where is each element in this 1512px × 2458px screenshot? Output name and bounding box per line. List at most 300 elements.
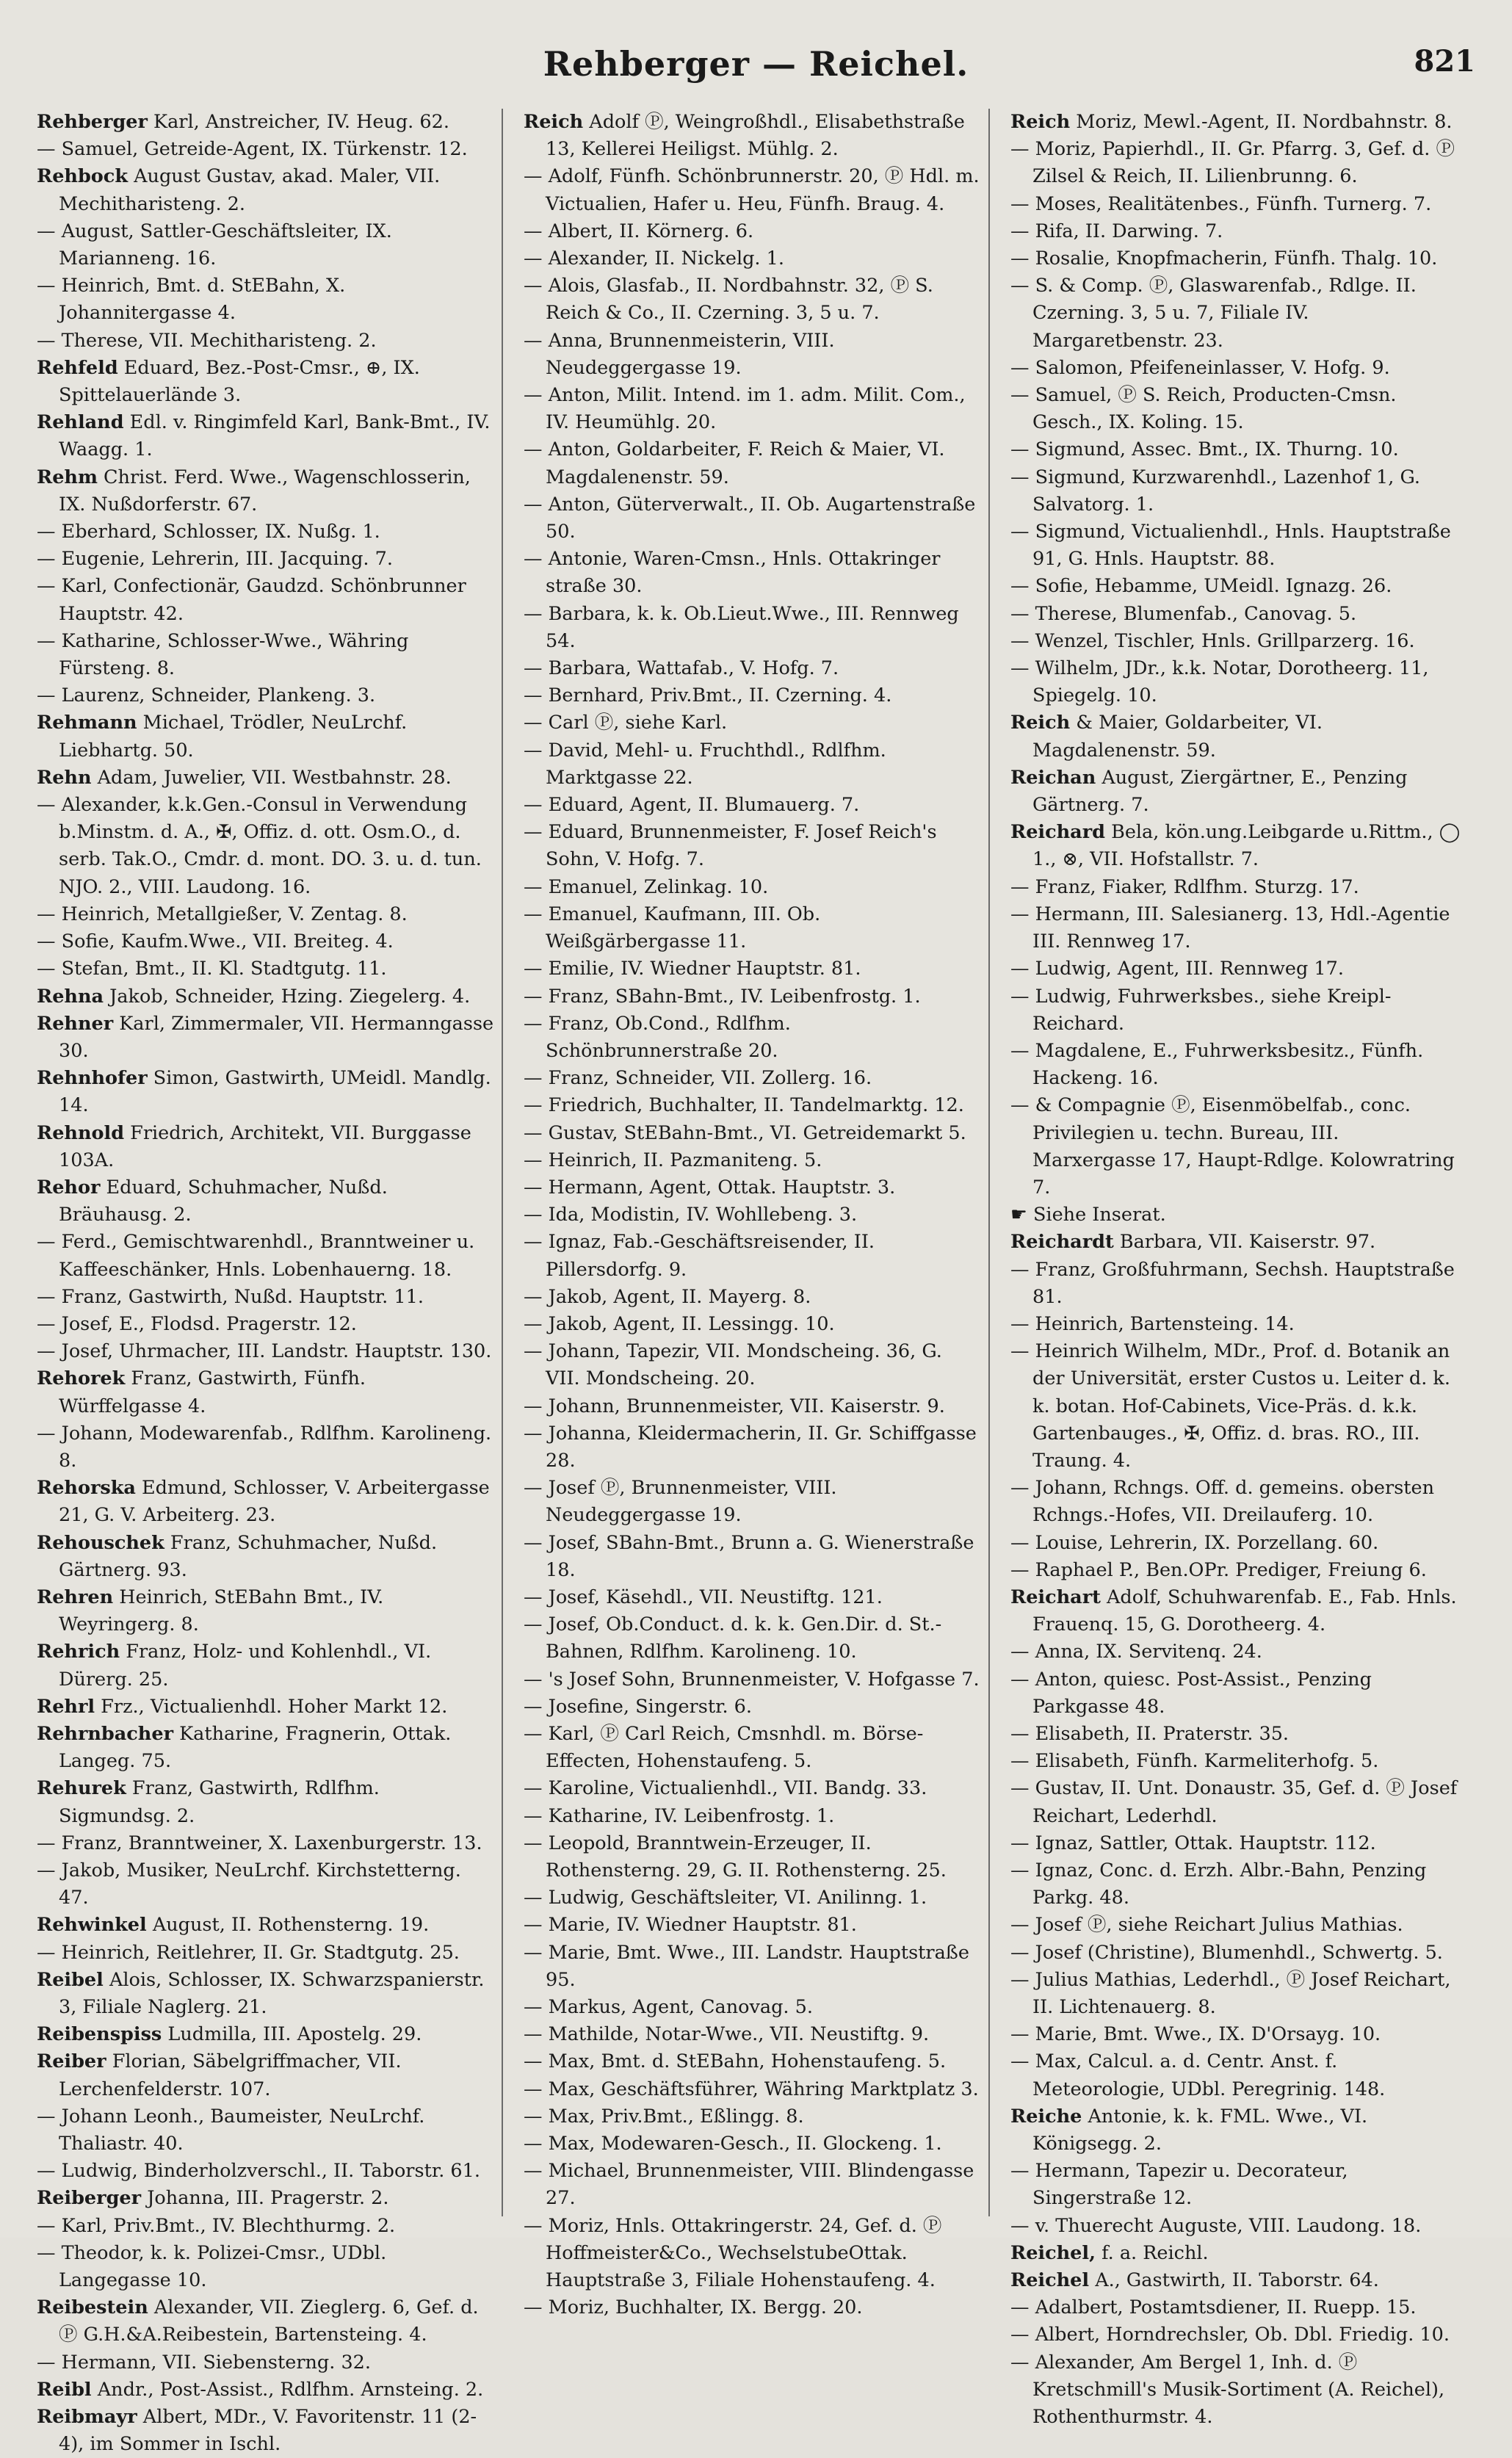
entry-text: — Anton, Goldarbeiter, F. Reich & Maier, VI. Magdalenenstr. 59. xyxy=(524,438,945,488)
page-title: Rehberger — Reichel. xyxy=(543,44,969,84)
entry-text: — Josef, Käsehdl., VII. Neustiftg. 121. xyxy=(524,1586,883,1608)
directory-entry xyxy=(1010,1857,1468,1912)
directory-entry xyxy=(37,1284,494,1311)
entry-text: — Emilie, IV. Wiedner Hauptstr. 81. xyxy=(524,958,861,980)
entry-text: — Alexander, k.k.Gen.-Consul in Verwendung b.Minstm. d. A., ✠, Offiz. d. ott. Osm.O., d. serb. Tak.O., Cmdr. d. mont. DO. 3. u. d. tun. NJO. 2., VIII. Laudong. 16. xyxy=(37,794,482,898)
directory-entry xyxy=(524,1940,981,1994)
directory-entry xyxy=(524,1584,981,1611)
directory-entry xyxy=(37,328,494,355)
directory-entry xyxy=(37,218,494,272)
entry-text: — Johann, Brunnenmeister, VII. Kaiserstr. 9. xyxy=(524,1395,945,1417)
directory-entry xyxy=(37,1775,494,1829)
entry-text: — Franz, Fiaker, Rdlfhm. Sturzg. 17. xyxy=(1010,875,1359,898)
entry-text: — Friedrich, Buchhalter, II. Tandelmarktg. 12. xyxy=(524,1094,964,1117)
entry-surname: Rehm xyxy=(37,466,98,488)
entry-text: — Sofie, Kaufm.Wwe., VII. Breiteg. 4. xyxy=(37,930,394,953)
entry-text: — Hermann, Tapezir u. Decorateur, Singerstraße 12. xyxy=(1010,2160,1348,2210)
entry-text: — Albert, II. Körnerg. 6. xyxy=(524,220,754,242)
directory-entry xyxy=(524,1338,981,1392)
directory-entry xyxy=(1010,983,1468,1038)
directory-entry xyxy=(524,2294,981,2321)
page-header xyxy=(37,41,1475,109)
directory-entry xyxy=(524,1694,981,1721)
directory-entry xyxy=(1010,1940,1468,1967)
directory-entry xyxy=(524,436,981,491)
entry-text: Franz, Holz- und Kohlenhdl., VI. Dürerg. 25. xyxy=(59,1641,432,1691)
entry-text: — Johann, Tapezir, VII. Mondscheing. 36, G. VII. Mondscheing. 20. xyxy=(524,1340,942,1390)
entry-text: — Heinrich, II. Pazmaniteng. 5. xyxy=(524,1149,822,1171)
entry-surname: Reibel xyxy=(37,1968,104,1991)
entry-text: — Josefine, Singerstr. 6. xyxy=(524,1695,753,1718)
entry-text: — Antonie, Waren-Cmsn., Hnls. Ottakringer straße 30. xyxy=(524,548,941,598)
entry-text: — Ida, Modistin, IV. Wohllebeng. 3. xyxy=(524,1204,858,1226)
entry-text: Bela, kön.ung.Leibgarde u.Rittm., ◯ 1., ⊗, VII. Hofstallstr. 7. xyxy=(1032,821,1461,871)
entry-surname: Rehrl xyxy=(37,1695,95,1718)
directory-entry xyxy=(1010,191,1468,218)
entry-text: — Elisabeth, Fünfh. Karmeliterhofg. 5. xyxy=(1010,1750,1379,1773)
entry-text: — Raphael P., Ben.OPr. Prediger, Freiung 6. xyxy=(1010,1558,1427,1581)
entry-text: — Bernhard, Priv.Bmt., II. Czerning. 4. xyxy=(524,684,892,707)
directory-entry xyxy=(37,628,494,682)
directory-entry xyxy=(524,1065,981,1092)
directory-entry xyxy=(37,1365,494,1420)
directory-entry xyxy=(37,1311,494,1338)
directory-entry xyxy=(524,682,981,709)
entry-text: Albert, MDr., V. Favoritenstr. 11 (2-4), im Sommer in Ischl. xyxy=(59,2406,477,2456)
directory-entry xyxy=(37,1830,494,1857)
entry-text: — Josef Ⓟ, siehe Reichart Julius Mathias. xyxy=(1010,1914,1403,1937)
directory-entry xyxy=(37,2213,494,2240)
entry-surname: Rehren xyxy=(37,1586,114,1608)
entry-text: — Michael, Brunnenmeister, VIII. Blindengasse 27. xyxy=(524,2160,974,2210)
directory-entry xyxy=(524,1120,981,1147)
directory-entry xyxy=(37,2048,494,2103)
entry-surname: Rehorska xyxy=(37,1477,136,1500)
entry-text: — Karl, Confectionär, Gaudzd. Schönbrunner Hauptstr. 42. xyxy=(37,575,466,625)
entry-text: Eduard, Bez.-Post-Cmsr., ⊕, IX. Spittelauerlände 3. xyxy=(59,356,420,407)
directory-entry xyxy=(524,2076,981,2103)
directory-entry xyxy=(37,1229,494,1283)
directory-entry xyxy=(1010,1557,1468,1584)
entry-surname: Rehurek xyxy=(37,1777,126,1800)
entry-text: — Anna, Brunnenmeisterin, VIII. Neudeggergasse 19. xyxy=(524,329,835,379)
directory-entry xyxy=(524,1775,981,1802)
directory-entry xyxy=(1010,1201,1468,1229)
directory-entry xyxy=(1010,2158,1468,2212)
entry-text: — Samuel, Ⓟ S. Reich, Producten-Cmsn. Gesch., IX. Koling. 15. xyxy=(1010,384,1397,434)
directory-entry xyxy=(1010,573,1468,600)
directory-entry xyxy=(524,1803,981,1830)
directory-entry xyxy=(1010,2213,1468,2240)
entry-text: — Marie, Bmt. Wwe., III. Landstr. Hauptstraße 95. xyxy=(524,1941,969,1991)
entry-text: Karl, Anstreicher, IV. Heug. 62. xyxy=(147,111,449,133)
entry-text: — Adalbert, Postamtsdiener, II. Ruepp. 15. xyxy=(1010,2296,1417,2319)
entry-text: — Barbara, Wattafab., V. Hofg. 7. xyxy=(524,657,839,680)
entry-text: — Max, Bmt. d. StEBahn, Hohenstaufeng. 5. xyxy=(524,2050,947,2073)
entry-text: — Moriz, Hnls. Ottakringerstr. 24, Gef. d. Ⓟ Hoffmeister&Co., WechselstubeOttak. Hauptstraße 3, Filiale Hohenstaufeng. 4. xyxy=(524,2214,942,2292)
entry-text: — Katharine, Schlosser-Wwe., Währing Fürsteng. 8. xyxy=(37,629,409,680)
directory-entry xyxy=(524,655,981,682)
entry-surname: Rehrich xyxy=(37,1641,120,1663)
entry-surname: Reich xyxy=(1010,111,1071,133)
entry-text: — Hermann, Agent, Ottak. Hauptstr. 3. xyxy=(524,1176,896,1199)
directory-entry xyxy=(1010,1721,1468,1748)
entry-text: — Sigmund, Assec. Bmt., IX. Thurng. 10. xyxy=(1010,438,1399,461)
entry-text: — Ludwig, Agent, III. Rennweg 17. xyxy=(1010,958,1344,980)
entry-text: — Josef, Uhrmacher, III. Landstr. Hauptstr. 130. xyxy=(37,1340,492,1363)
directory-entry xyxy=(1010,518,1468,573)
entry-surname: Rehberger xyxy=(37,111,148,133)
entry-surname: Rehouschek xyxy=(37,1531,164,1554)
entry-surname: Rehrnbacher xyxy=(37,1722,174,1745)
directory-entry xyxy=(524,272,981,327)
entry-text: — Wilhelm, JDr., k.k. Notar, Dorotheerg. 11, Spiegelg. 10. xyxy=(1010,657,1429,707)
directory-entry xyxy=(1010,874,1468,901)
entry-surname: Reibestein xyxy=(37,2296,148,2319)
entry-text: Antonie, k. k. FML. Wwe., VI. Königsegg. 2. xyxy=(1032,2105,1368,2155)
entry-text: — August, Sattler-Geschäftsleiter, IX. Marianneng. 16. xyxy=(37,220,392,270)
entry-text: — Sigmund, Kurzwarenhdl., Lazenhof 1, G. Salvatorg. 1. xyxy=(1010,466,1421,516)
entry-text: f. a. Reichl. xyxy=(1095,2241,1209,2264)
directory-entry xyxy=(524,2130,981,2158)
directory-entry xyxy=(1010,1638,1468,1666)
directory-entry xyxy=(1010,109,1468,136)
entry-text: — Sigmund, Victualienhdl., Hnls. Hauptstraße 91, G. Hnls. Hauptstr. 88. xyxy=(1010,521,1451,571)
entry-text: — Karl, Priv.Bmt., IV. Blechthurmg. 2. xyxy=(37,2214,396,2237)
entry-text: — Rifa, II. Darwing. 7. xyxy=(1010,220,1223,242)
directory-entry xyxy=(524,1393,981,1420)
entry-text: Alexander, VII. Zieglerg. 6, Gef. d. Ⓟ G.H.&A.Reibestein, Bartensteing. 4. xyxy=(59,2296,479,2346)
entry-text: Edmund, Schlosser, V. Arbeitergasse 21, G. V. Arbeiterg. 23. xyxy=(59,1477,490,1527)
entry-text: August, II. Rothensterng. 19. xyxy=(146,1914,430,1937)
directory-entry xyxy=(1010,1748,1468,1775)
entry-text: — Magdalene, E., Fuhrwerksbesitz., Fünfh. Hackeng. 16. xyxy=(1010,1039,1424,1090)
directory-entry xyxy=(37,2185,494,2212)
directory-entry xyxy=(37,1584,494,1638)
directory-entry xyxy=(37,1338,494,1365)
directory-entry xyxy=(37,2404,494,2458)
directory-entry xyxy=(1010,1530,1468,1557)
entry-surname: Rehmann xyxy=(37,712,137,734)
directory-entry xyxy=(37,1912,494,1939)
directory-entry xyxy=(37,1120,494,1174)
entry-text: & Maier, Goldarbeiter, VI. Magdalenenstr. 59. xyxy=(1032,712,1323,762)
entry-text: — Josef, SBahn-Bmt., Brunn a. G. Wienerstraße 18. xyxy=(524,1531,974,1581)
directory-entry xyxy=(1010,901,1468,955)
entry-text: — Stefan, Bmt., II. Kl. Stadtgutg. 11. xyxy=(37,958,387,980)
entry-surname: Reich xyxy=(1010,712,1071,734)
entry-text: Adam, Juwelier, VII. Westbahnstr. 28. xyxy=(91,766,452,789)
entry-text: — Johann, Modewarenfab., Rdlfhm. Karolineng. 8. xyxy=(37,1422,492,1472)
entry-surname: Reibmayr xyxy=(37,2406,137,2429)
directory-entry xyxy=(37,792,494,901)
directory-entry xyxy=(1010,819,1468,873)
directory-entry xyxy=(1010,709,1468,764)
directory-entry xyxy=(37,928,494,955)
entry-text: — Theodor, k. k. Polizei-Cmsr., UDbl. Langegasse 10. xyxy=(37,2241,387,2292)
directory-entry xyxy=(524,1994,981,2021)
directory-entry xyxy=(37,1694,494,1721)
entry-text: Ludmilla, III. Apostelg. 29. xyxy=(162,2023,422,2046)
entry-text: — Mathilde, Notar-Wwe., VII. Neustiftg. 9. xyxy=(524,2023,930,2046)
entry-text: — Moriz, Buchhalter, IX. Bergg. 20. xyxy=(524,2296,863,2319)
directory-entry xyxy=(524,382,981,436)
entry-text: — Franz, Branntweiner, X. Laxenburgerstr. 13. xyxy=(37,1832,482,1854)
entry-text: August Gustav, akad. Maler, VII. Mechitharisteng. 2. xyxy=(59,165,441,215)
directory-entry xyxy=(37,901,494,928)
entry-text: Franz, Gastwirth, Fünfh. Würffelgasse 4. xyxy=(59,1367,366,1417)
entry-surname: Reiche xyxy=(1010,2105,1082,2128)
directory-entry xyxy=(37,2294,494,2349)
entry-text: — Max, Calcul. a. d. Centr. Anst. f. Meteorologie, UDbl. Peregrinig. 148. xyxy=(1010,2050,1386,2100)
directory-entry xyxy=(37,682,494,709)
entry-text: Moriz, Mewl.-Agent, II. Nordbahnstr. 8. xyxy=(1070,111,1453,133)
entry-text: Katharine, Fragnerin, Ottak. Langeg. 75. xyxy=(59,1722,452,1773)
entry-text: — Max, Modewaren-Gesch., II. Glockeng. 1. xyxy=(524,2133,942,2155)
entry-text: — Moses, Realitätenbes., Fünfh. Turnerg. 7. xyxy=(1010,192,1432,215)
column-right xyxy=(1010,109,1475,2429)
directory-entry xyxy=(1010,655,1468,709)
directory-entry xyxy=(1010,1338,1468,1475)
entry-surname: Rehna xyxy=(37,985,104,1008)
entry-text: Edl. v. Ringimfeld Karl, Bank-Bmt., IV. Waagg. 1. xyxy=(59,411,491,461)
entry-surname: Rehfeld xyxy=(37,356,118,379)
entry-surname: Reichart xyxy=(1010,1586,1101,1608)
entry-text: — Leopold, Branntwein-Erzeuger, II. Rothensterng. 29, G. II. Rothensterng. 25. xyxy=(524,1832,947,1882)
directory-entry xyxy=(1010,355,1468,382)
entry-text: — Johann Leonh., Baumeister, NeuLrchf. Thaliastr. 40. xyxy=(37,2105,425,2155)
entry-text: — Marie, Bmt. Wwe., IX. D'Orsayg. 10. xyxy=(1010,2023,1381,2046)
entry-text: — Jakob, Agent, II. Lessingg. 10. xyxy=(524,1312,835,1335)
directory-entry xyxy=(1010,272,1468,355)
entry-text: — Jakob, Agent, II. Mayerg. 8. xyxy=(524,1285,811,1308)
directory-entry xyxy=(524,1912,981,1939)
entry-text: Simon, Gastwirth, UMeidl. Mandlg. 14. xyxy=(59,1067,491,1117)
directory-entry xyxy=(37,764,494,792)
directory-entry xyxy=(524,218,981,245)
directory-entry xyxy=(524,109,981,163)
directory-entry xyxy=(1010,1311,1468,1338)
directory-entry xyxy=(37,163,494,217)
directory-entry xyxy=(524,1201,981,1229)
entry-text: Florian, Säbelgriffmacher, VII. Lerchenfelderstr. 107. xyxy=(59,2050,402,2100)
entry-surname: Rehner xyxy=(37,1012,114,1035)
directory-entry xyxy=(1010,2103,1468,2158)
entry-text: — Josef, Ob.Conduct. d. k. k. Gen.Dir. d. St.-Bahnen, Rdlfhm. Karolineng. 10. xyxy=(524,1613,942,1663)
directory-entry xyxy=(37,1065,494,1119)
entry-text: Eduard, Schuhmacher, Nußd. Bräuhausg. 2. xyxy=(59,1176,388,1226)
entry-surname: Reichel xyxy=(1010,2269,1090,2292)
entry-text: — Ignaz, Fab.-Geschäftsreisender, II. Pillersdorfg. 9. xyxy=(524,1231,875,1281)
columns xyxy=(37,109,1475,2456)
entry-text: — Anton, quiesc. Post-Assist., Penzing Parkgasse 48. xyxy=(1010,1668,1372,1718)
column-left xyxy=(37,109,503,2456)
directory-entry xyxy=(1010,764,1468,819)
entry-text: — Therese, VII. Mechitharisteng. 2. xyxy=(37,329,377,352)
directory-entry xyxy=(1010,1775,1468,1829)
entry-text: — Carl Ⓟ, siehe Karl. xyxy=(524,712,728,734)
entry-text: — Jakob, Musiker, NeuLrchf. Kirchstetterng. 47. xyxy=(37,1859,461,1909)
entry-text: Franz, Gastwirth, Rdlfhm. Sigmundsg. 2. xyxy=(59,1777,380,1827)
directory-entry xyxy=(524,1311,981,1338)
directory-entry xyxy=(1010,436,1468,463)
directory-entry xyxy=(37,983,494,1011)
directory-entry xyxy=(37,709,494,764)
directory-entry xyxy=(37,1967,494,2021)
entry-text: — S. & Comp. Ⓟ, Glaswarenfab., Rdlge. II. Czerning. 3, 5 u. 7, Filiale IV. Margaretbenstr. 23. xyxy=(1010,275,1417,352)
directory-entry xyxy=(37,2158,494,2185)
directory-entry xyxy=(1010,2240,1468,2267)
directory-entry xyxy=(37,1857,494,1912)
entry-text: — Eugenie, Lehrerin, III. Jacquing. 7. xyxy=(37,548,393,571)
entry-text: Michael, Trödler, NeuLrchf. Liebhartg. 50. xyxy=(59,712,408,762)
entry-surname: Rehnhofer xyxy=(37,1067,148,1090)
directory-entry xyxy=(524,1666,981,1694)
entry-surname: Rehbock xyxy=(37,165,128,188)
entry-text: — Therese, Blumenfab., Canovag. 5. xyxy=(1010,602,1357,625)
directory-entry xyxy=(1010,218,1468,245)
entry-text: — Johann, Rchngs. Off. d. gemeins. obersten Rchngs.-Hofes, VII. Dreilauferg. 10. xyxy=(1010,1477,1435,1527)
entry-surname: Rehor xyxy=(37,1176,101,1199)
directory-entry xyxy=(1010,1092,1468,1201)
directory-entry xyxy=(37,2103,494,2158)
directory-entry xyxy=(524,1147,981,1174)
directory-entry xyxy=(1010,245,1468,272)
directory-entry xyxy=(37,1420,494,1475)
entry-surname: Reichard xyxy=(1010,821,1105,844)
entry-text: — Heinrich, Metallgießer, V. Zentag. 8. xyxy=(37,903,408,925)
entry-text: — Anton, Milit. Intend. im 1. adm. Milit. Com., IV. Heumühlg. 20. xyxy=(524,384,966,434)
entry-text: — Franz, SBahn-Bmt., IV. Leibenfrostg. 1. xyxy=(524,985,921,1008)
entry-text: — Laurenz, Schneider, Plankeng. 3. xyxy=(37,684,376,707)
directory-entry xyxy=(524,874,981,901)
entry-surname: Reibl xyxy=(37,2378,92,2401)
entry-text: — Eduard, Agent, II. Blumauerg. 7. xyxy=(524,794,860,817)
directory-entry xyxy=(1010,1584,1468,1638)
directory-entry xyxy=(524,1174,981,1201)
entry-text: — Karl, Ⓟ Carl Reich, Cmsnhdl. m. Börse-Effecten, Hohenstaufeng. 5. xyxy=(524,1722,924,1773)
directory-entry xyxy=(524,819,981,873)
directory-entry xyxy=(524,955,981,983)
entry-text: Friedrich, Architekt, VII. Burggasse 103A. xyxy=(59,1121,471,1171)
entry-surname: Reichan xyxy=(1010,766,1096,789)
directory-entry xyxy=(524,709,981,737)
entry-text: — Hermann, VII. Siebensterng. 32. xyxy=(37,2351,372,2374)
entry-text: — Heinrich Wilhelm, MDr., Prof. d. Botanik an der Universität, erster Custos u. Leiter d. k. k. botan. Hof-Cabinets, Vice-Präs. d. k.k. Gartenbauges., ✠, Offiz. d. bras. RO., III. Traung. 4. xyxy=(1010,1340,1450,1472)
directory-entry xyxy=(524,546,981,600)
entry-text: — Barbara, k. k. Ob.Lieut.Wwe., III. Rennweg 54. xyxy=(524,602,959,652)
directory-entry xyxy=(524,163,981,217)
directory-entry xyxy=(524,1092,981,1119)
entry-text: — Ignaz, Conc. d. Erzh. Albr.-Bahn, Penzing Parkg. 48. xyxy=(1010,1859,1427,1909)
directory-entry xyxy=(37,1940,494,1967)
entry-text: — Johanna, Kleidermacherin, II. Gr. Schiffgasse 28. xyxy=(524,1422,977,1472)
directory-entry xyxy=(1010,628,1468,655)
entry-text: — Franz, Ob.Cond., Rdlfhm. Schönbrunnerstraße 20. xyxy=(524,1012,791,1062)
entry-text: Andr., Post-Assist., Rdlfhm. Arnsteing. 2. xyxy=(91,2378,484,2401)
directory-entry xyxy=(524,245,981,272)
directory-entry xyxy=(524,1420,981,1475)
entry-text: — Katharine, IV. Leibenfrostg. 1. xyxy=(524,1804,835,1827)
entry-surname: Rehn xyxy=(37,766,92,789)
entry-text: — Ludwig, Geschäftsleiter, VI. Anilinng. 1. xyxy=(524,1887,927,1909)
entry-text: — Eduard, Brunnenmeister, F. Josef Reich's Sohn, V. Hofg. 7. xyxy=(524,821,937,871)
column-middle xyxy=(524,109,990,2319)
directory-entry xyxy=(37,1721,494,1775)
directory-entry xyxy=(524,1229,981,1283)
directory-entry xyxy=(524,2158,981,2212)
entry-text: — Franz, Großfuhrmann, Sechsh. Hauptstraße 81. xyxy=(1010,1258,1455,1308)
directory-entry xyxy=(1010,2321,1468,2349)
entry-text: — Elisabeth, II. Praterstr. 35. xyxy=(1010,1722,1289,1745)
entry-text: Frz., Victualienhdl. Hoher Markt 12. xyxy=(95,1695,448,1718)
entry-text: — David, Mehl- u. Fruchthdl., Rdlfhm. Marktgasse 22. xyxy=(524,739,886,789)
entry-text: Johanna, III. Pragerstr. 2. xyxy=(141,2187,389,2210)
entry-text: — Wenzel, Tischler, Hnls. Grillparzerg. 16. xyxy=(1010,629,1415,652)
directory-entry xyxy=(37,272,494,327)
directory-entry xyxy=(524,1721,981,1775)
directory-entry xyxy=(524,1884,981,1912)
directory-entry xyxy=(524,1530,981,1584)
entry-text: — Hermann, III. Salesianerg. 13, Hdl.-Agentie III. Rennweg 17. xyxy=(1010,903,1450,953)
entry-text: Franz, Schuhmacher, Nußd. Gärtnerg. 93. xyxy=(59,1531,438,1581)
entry-text: — Sofie, Hebamme, UMeidl. Ignazg. 26. xyxy=(1010,575,1392,598)
entry-text: — Gustav, StEBahn-Bmt., VI. Getreidemarkt 5. xyxy=(524,1121,966,1144)
directory-entry xyxy=(524,901,981,955)
entry-text: — Alexander, Am Bergel 1, Inh. d. Ⓟ Kretschmill's Musik-Sortiment (A. Reichel), Rothenthurmstr. 4. xyxy=(1010,2351,1445,2429)
entry-text: — Markus, Agent, Canovag. 5. xyxy=(524,1996,813,2019)
directory-entry xyxy=(1010,955,1468,983)
directory-entry xyxy=(37,518,494,546)
entry-surname: Reich xyxy=(524,111,584,133)
entry-text: — Salomon, Pfeifeneinlasser, V. Hofg. 9. xyxy=(1010,356,1390,379)
entry-text: — & Compagnie Ⓟ, Eisenmöbelfab., conc. Privilegien u. techn. Bureau, III. Marxergasse 17, Haupt-Rdlge. Kolowratring 7. xyxy=(1010,1094,1455,1199)
directory-entry xyxy=(524,1475,981,1529)
entry-surname: Rehnold xyxy=(37,1121,125,1144)
entry-text: — Franz, Schneider, VII. Zollerg. 16. xyxy=(524,1067,872,1090)
entry-text: August, Ziergärtner, E., Penzing Gärtnerg. 7. xyxy=(1032,766,1408,817)
page-number: 821 xyxy=(1414,44,1475,79)
directory-entry xyxy=(37,2349,494,2376)
entry-text: — Josef Ⓟ, Brunnenmeister, VIII. Neudeggergasse 19. xyxy=(524,1477,837,1527)
entry-text: — Josef (Christine), Blumenhdl., Schwertg. 5. xyxy=(1010,1941,1443,1964)
entry-text: Adolf, Schuhwarenfab. E., Fab. Hnls. Frauenq. 15, G. Dorotheerg. 4. xyxy=(1032,1586,1457,1636)
directory-entry xyxy=(37,2376,494,2404)
entry-text: — Ferd., Gemischtwarenhdl., Branntweiner u. Kaffeeschänker, Hnls. Lobenhauerng. 18. xyxy=(37,1231,475,1281)
directory-entry xyxy=(37,573,494,627)
directory-entry xyxy=(37,1174,494,1229)
directory-entry xyxy=(37,1011,494,1065)
directory-entry xyxy=(1010,2267,1468,2294)
directory-entry xyxy=(1010,1666,1468,1721)
entry-text: — Gustav, II. Unt. Donaustr. 35, Gef. d. Ⓟ Josef Reichart, Lederhdl. xyxy=(1010,1777,1458,1827)
directory-entry xyxy=(1010,1830,1468,1857)
directory-entry xyxy=(524,2021,981,2048)
directory-entry xyxy=(37,2240,494,2294)
entry-text: — 's Josef Sohn, Brunnenmeister, V. Hofgasse 7. xyxy=(524,1668,980,1691)
entry-text: — Josef, E., Flodsd. Pragerstr. 12. xyxy=(37,1312,357,1335)
directory-entry xyxy=(37,136,494,163)
entry-text: — Samuel, Getreide-Agent, IX. Türkenstr. 12. xyxy=(37,138,468,161)
entry-text: — Max, Priv.Bmt., Eßlingg. 8. xyxy=(524,2105,804,2128)
entry-text: — Karoline, Victualienhdl., VII. Bandg. 33. xyxy=(524,1777,927,1800)
entry-text: Jakob, Schneider, Hzing. Ziegelerg. 4. xyxy=(104,985,471,1008)
entry-text: — Rosalie, Knopfmacherin, Fünfh. Thalg. 10. xyxy=(1010,247,1438,270)
directory-entry xyxy=(1010,464,1468,518)
entry-text: Christ. Ferd. Wwe., Wagenschlosserin, IX. Nußdorferstr. 67. xyxy=(59,466,471,516)
directory-entry xyxy=(37,1475,494,1529)
entry-text: — Eberhard, Schlosser, IX. Nußg. 1. xyxy=(37,521,380,543)
